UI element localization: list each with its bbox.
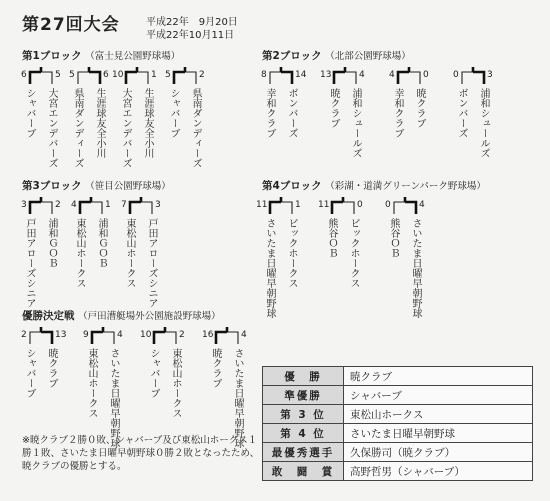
team-name: 東松山ホークス <box>170 348 181 418</box>
score-left: 11 <box>318 200 330 210</box>
result-value: 久保勝司（暁クラブ） <box>344 443 533 462</box>
bracket-line <box>173 71 197 85</box>
team-name: シャバーブ <box>148 348 159 398</box>
team-name: ボンバーズ <box>286 88 297 138</box>
result-label: 敢 闘 賞 <box>263 462 344 481</box>
score-right: 3 <box>155 200 161 210</box>
bracket-line <box>397 71 421 85</box>
result-label: 第 3 位 <box>263 405 344 424</box>
team-name: 熊谷ＯＢ <box>388 218 399 258</box>
score-right: 2 <box>179 330 185 340</box>
results-table <box>262 366 533 481</box>
team-name: 浦和ＧＯＢ <box>96 218 107 268</box>
score-right: 5 <box>55 70 61 80</box>
score-right: 2 <box>55 200 61 210</box>
bracket-line <box>29 201 53 215</box>
result-value: 東松山ホークス <box>344 405 533 424</box>
winner-line <box>334 72 345 84</box>
bracket-line <box>79 201 103 215</box>
bracket-line <box>461 71 485 85</box>
team-name: 戸田アローズシニア <box>24 218 35 308</box>
block-1-name: 第1ブロック <box>22 50 82 62</box>
block-4-venue: （彩湖・道満グリーンパーク野球場） <box>325 181 486 192</box>
team-name: 東松山ホークス <box>86 348 97 418</box>
team-name: 浦和シュールズ <box>350 88 361 158</box>
score-right: 4 <box>419 200 425 210</box>
team-name: 幸和クラブ <box>392 88 403 138</box>
results-row <box>263 462 533 481</box>
block-1-venue: （富士見公園野球場） <box>85 51 181 62</box>
score-left: 3 <box>21 200 27 210</box>
winner-line <box>398 72 409 84</box>
score-left: 0 <box>385 200 391 210</box>
winner-line <box>80 202 91 214</box>
score-left: 4 <box>389 70 395 80</box>
result-value: 暁クラブ <box>344 367 533 386</box>
score-left: 9 <box>83 330 89 340</box>
score-right: 4 <box>117 330 123 340</box>
team-name: シャバーブ <box>168 88 179 138</box>
result-label: 優 勝 <box>263 367 344 386</box>
score-left: 10 <box>112 70 124 80</box>
result-value: 高野哲男（シャバーブ） <box>344 462 533 481</box>
result-value: さいたま日曜早朝野球 <box>344 424 533 443</box>
winner-line <box>405 202 416 214</box>
block-4-header <box>262 178 486 193</box>
team-name: 東松山ホークス <box>124 218 135 288</box>
score-right: 4 <box>241 330 247 340</box>
team-name: 熊谷ＯＢ <box>326 218 337 258</box>
winner-line <box>216 332 227 344</box>
team-name: さいたま日曜早朝野球 <box>410 218 421 318</box>
score-left: 16 <box>202 330 214 340</box>
team-name: 浦和ＧＯＢ <box>46 218 57 268</box>
team-name: さいたま日曜早朝野球 <box>232 348 243 448</box>
score-right: 1 <box>295 200 301 210</box>
winner-line <box>30 72 41 84</box>
score-left: 13 <box>320 70 332 80</box>
team-name: 戸田アローズシニア <box>146 218 157 308</box>
score-right: 4 <box>359 70 365 80</box>
winner-line <box>41 332 52 344</box>
bracket-line <box>77 71 101 85</box>
team-name: 暁クラブ <box>414 88 425 128</box>
team-name: 暁クラブ <box>210 348 221 388</box>
winner-line <box>89 72 100 84</box>
score-left: 2 <box>21 330 27 340</box>
team-name: ビックホークス <box>348 218 359 288</box>
result-value: シャバーブ <box>344 386 533 405</box>
bracket-line <box>129 201 153 215</box>
result-label: 準優勝 <box>263 386 344 405</box>
team-name: 東松山ホークス <box>74 218 85 288</box>
block-1-header <box>22 48 180 63</box>
team-name: 浦和シュールズ <box>478 88 489 158</box>
score-left: 0 <box>453 70 459 80</box>
winner-line <box>126 72 137 84</box>
team-name: ボンバーズ <box>456 88 467 138</box>
block-2-header <box>262 48 411 63</box>
winner-line <box>30 202 41 214</box>
score-left: 10 <box>140 330 152 340</box>
score-left: 7 <box>121 200 127 210</box>
team-name: シャバーブ <box>24 348 35 398</box>
team-name: 大宮エンデバーズ <box>120 88 131 168</box>
score-right: 3 <box>487 70 493 80</box>
team-name: 県南ダンディーズ <box>190 88 201 168</box>
bracket-line <box>269 71 293 85</box>
score-left: 6 <box>21 70 27 80</box>
final-note: ※暁クラブ２勝０敗、シャバーブ及び東松山ホークス１勝１敗、さいたま日曜早朝野球０勝２敗となったため、暁クラブの優勝とする。 <box>22 435 260 472</box>
date-2: 平成22年10月11日 <box>146 30 235 41</box>
winner-line <box>174 72 185 84</box>
bracket-line <box>393 201 417 215</box>
winner-line <box>473 72 484 84</box>
team-name: 生涯球友全小川 <box>94 88 105 158</box>
score-right: 1 <box>105 200 111 210</box>
bracket-line <box>331 201 355 215</box>
score-right: 14 <box>295 70 307 80</box>
results-row <box>263 386 533 405</box>
winner-line <box>270 202 281 214</box>
results-row <box>263 367 533 386</box>
final-name: 優勝決定戦 <box>22 310 75 322</box>
team-name: ビックホークス <box>286 218 297 288</box>
date-1: 平成22年 9月20日 <box>146 17 238 28</box>
block-2-venue: （北部公園野球場） <box>325 51 411 62</box>
winner-line <box>154 332 165 344</box>
score-right: 2 <box>199 70 205 80</box>
team-name: 幸和クラブ <box>264 88 275 138</box>
winner-line <box>130 202 141 214</box>
results-row <box>263 424 533 443</box>
team-name: 大宮エンデバーズ <box>46 88 57 168</box>
bracket-line <box>153 331 177 345</box>
bracket-line <box>29 331 53 345</box>
score-right: 0 <box>423 70 429 80</box>
bracket-line <box>333 71 357 85</box>
score-left: 8 <box>261 70 267 80</box>
bracket-line <box>29 71 53 85</box>
results-row <box>263 443 533 462</box>
final-header <box>22 308 221 323</box>
team-name: 生涯球友全小川 <box>142 88 153 158</box>
block-3-venue: （笹目公園野球場） <box>85 181 171 192</box>
score-right: 1 <box>151 70 157 80</box>
bracket-line <box>125 71 149 85</box>
score-left: 4 <box>71 200 77 210</box>
final-venue: （戸田漕艇場外公園施設野球場） <box>78 311 221 322</box>
team-name: 暁クラブ <box>46 348 57 388</box>
result-label: 第 4 位 <box>263 424 344 443</box>
team-name: さいたま日曜早朝野球 <box>264 218 275 318</box>
block-4-name: 第4ブロック <box>262 180 322 192</box>
score-right: 13 <box>55 330 67 340</box>
result-label: 最優秀選手 <box>263 443 344 462</box>
score-right: 0 <box>357 200 363 210</box>
bracket-line <box>215 331 239 345</box>
winner-line <box>92 332 103 344</box>
winner-line <box>332 202 343 214</box>
score-right: 6 <box>103 70 109 80</box>
bracket-line <box>269 201 293 215</box>
score-left: 11 <box>256 200 268 210</box>
bracket-line <box>91 331 115 345</box>
winner-line <box>281 72 292 84</box>
team-name: 暁クラブ <box>328 88 339 128</box>
team-name: 県南ダンディーズ <box>72 88 83 168</box>
score-left: 5 <box>69 70 75 80</box>
block-3-name: 第3ブロック <box>22 180 82 192</box>
score-left: 5 <box>165 70 171 80</box>
team-name: シャバーブ <box>24 88 35 138</box>
block-3-header <box>22 178 171 193</box>
block-2-name: 第2ブロック <box>262 50 322 62</box>
team-name: さいたま日曜早朝野球 <box>108 348 119 448</box>
results-row <box>263 405 533 424</box>
tournament-dates <box>146 16 238 42</box>
page-title: 第27回大会 <box>22 15 120 35</box>
